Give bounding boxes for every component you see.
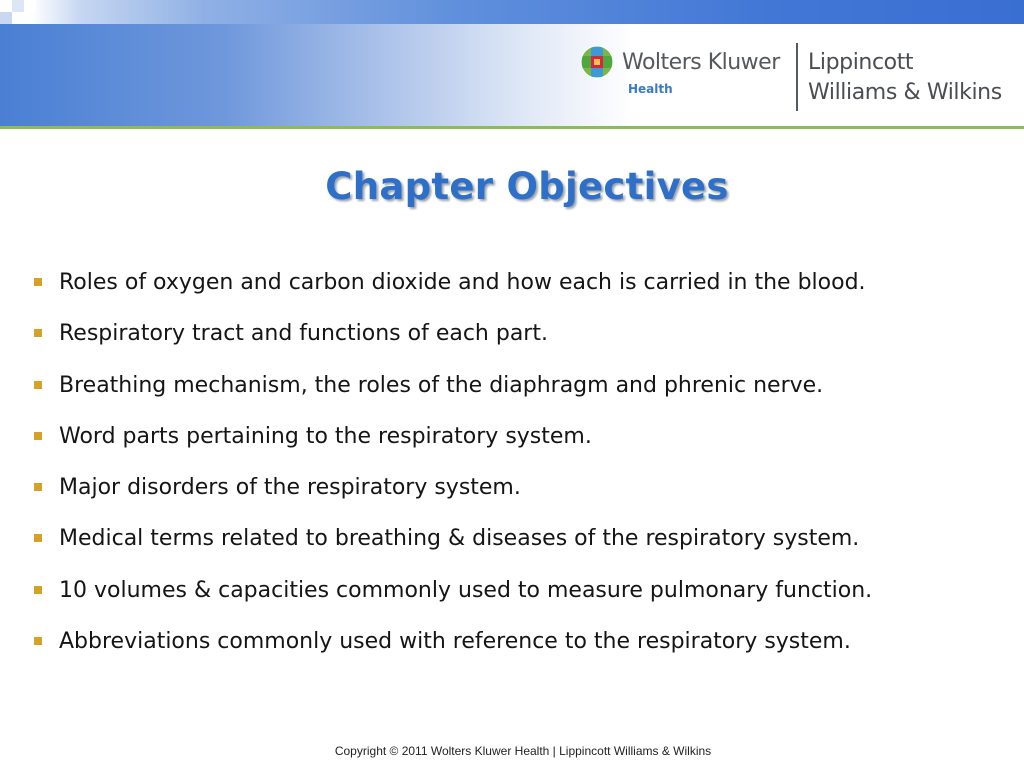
objective-text: Abbreviations commonly used with reference to the respiratory system. — [59, 629, 851, 655]
header-rule — [0, 126, 1024, 129]
publisher-logo — [580, 40, 1020, 114]
logo-divider — [796, 43, 798, 111]
imprint-name-line1: Lippincott — [808, 50, 914, 75]
corner-checker-square — [0, 0, 12, 12]
square-bullet-icon — [34, 432, 42, 440]
square-bullet-icon — [34, 483, 42, 491]
corner-checker-square — [0, 12, 12, 24]
imprint-name-line2: Williams & Wilkins — [808, 80, 1002, 105]
objective-item — [34, 520, 1014, 571]
corner-checker-square — [12, 12, 24, 24]
objective-item — [34, 623, 1014, 674]
objectives-list — [34, 264, 1014, 674]
square-bullet-icon — [34, 586, 42, 594]
objective-text: Medical terms related to breathing & diseases of the respiratory system. — [59, 526, 860, 552]
square-bullet-icon — [34, 381, 42, 389]
objective-item — [34, 315, 1014, 366]
objective-text: Word parts pertaining to the respiratory system. — [59, 423, 592, 449]
objective-text: Major disorders of the respiratory system. — [59, 475, 521, 501]
objective-text: Respiratory tract and functions of each part. — [59, 321, 548, 347]
objective-text: Breathing mechanism, the roles of the diaphragm and phrenic nerve. — [59, 372, 824, 398]
objective-text: 10 volumes & capacities commonly used to measure pulmonary function. — [59, 577, 873, 603]
objective-item — [34, 418, 1014, 469]
square-bullet-icon — [34, 278, 42, 286]
division-name: Health — [628, 82, 673, 96]
objective-item — [34, 367, 1014, 418]
objective-item — [34, 264, 1014, 315]
square-bullet-icon — [34, 534, 42, 542]
objective-item — [34, 469, 1014, 520]
header-top-strip — [0, 0, 1024, 24]
objective-text: Roles of oxygen and carbon dioxide and how each is carried in the blood. — [59, 270, 866, 295]
wolters-kluwer-globe-icon — [580, 45, 614, 79]
objective-item — [34, 572, 1014, 623]
corner-checker-square — [12, 0, 24, 12]
slide-title: Chapter Objectives — [325, 165, 729, 208]
square-bullet-icon — [34, 329, 42, 337]
corner-checker-square — [24, 0, 36, 12]
copyright-footer: Copyright © 2011 Wolters Kluwer Health | Lippincott Williams & Wilkins — [334, 744, 712, 758]
company-name: Wolters Kluwer — [622, 50, 780, 75]
square-bullet-icon — [34, 637, 42, 645]
